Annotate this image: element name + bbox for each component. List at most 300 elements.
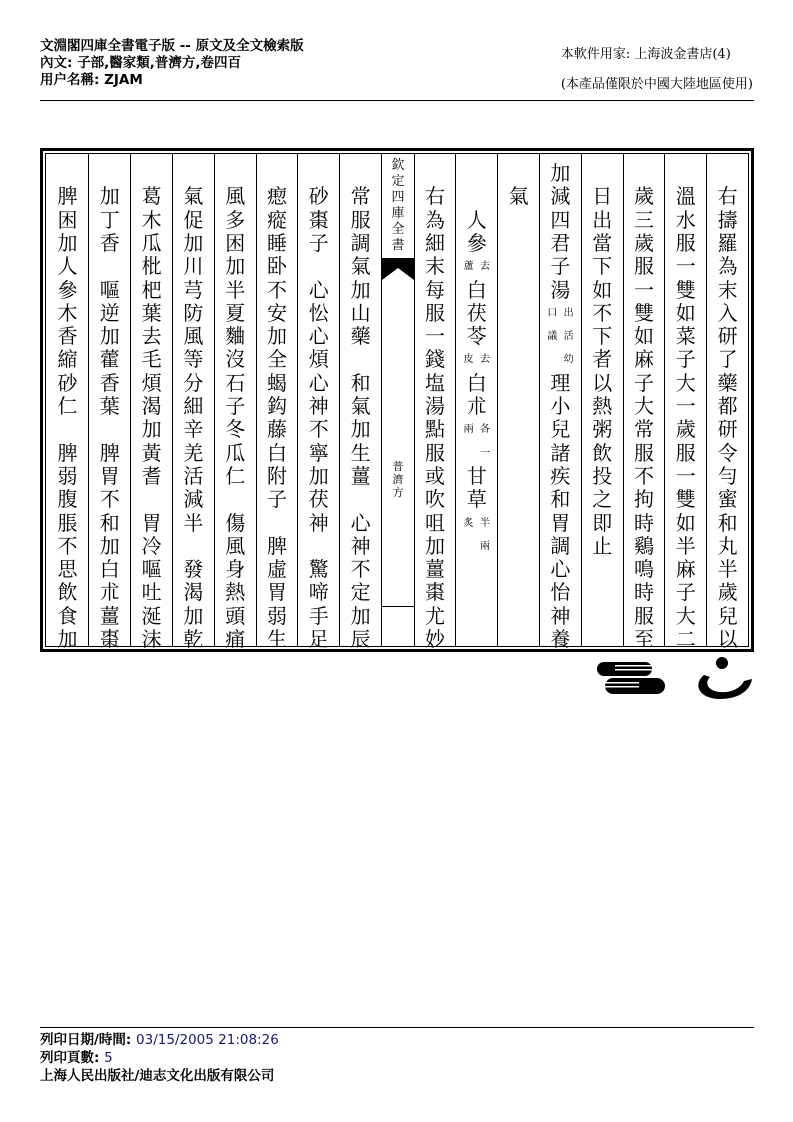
text-char: 加: [183, 603, 204, 628]
text-column-left-1: [339, 154, 381, 651]
text-char: 不: [592, 300, 613, 325]
text-char: 人: [466, 207, 487, 232]
text-char: 加: [350, 277, 371, 302]
print-datetime-label: 列印日期/時間:: [40, 1032, 132, 1048]
text-char: 乾: [183, 627, 204, 651]
text-char: 疾: [550, 463, 571, 488]
text-column-right-7: [455, 154, 497, 646]
text-char: 至: [633, 627, 654, 651]
center-margin-band: [381, 154, 414, 646]
text-char: 歲: [633, 230, 654, 255]
text-char: 子: [550, 254, 571, 279]
text-char: 渴: [141, 394, 162, 418]
text-char: 砂: [57, 370, 78, 395]
annotation-note: [456, 255, 497, 278]
text-char: 令: [717, 440, 738, 465]
note-right: 出: [563, 307, 574, 319]
text-char: 加: [308, 463, 329, 488]
text-char: 弱: [266, 603, 287, 628]
text-column-right-3: [623, 154, 665, 651]
annotation-note: [456, 348, 497, 371]
text-char: 枇: [141, 254, 162, 279]
text-char: 吹: [424, 487, 445, 512]
text-char: 渴: [183, 580, 204, 605]
text-char: 木: [141, 207, 162, 232]
text-char: 加: [424, 533, 445, 558]
text-char: 定: [350, 580, 371, 605]
text-char: 減: [183, 487, 204, 512]
text-char: 參: [466, 230, 487, 255]
note-right: 幼: [563, 354, 574, 366]
text-char: 食: [57, 603, 78, 628]
text-char: 藥: [350, 324, 371, 349]
text-char: 羌: [183, 440, 204, 465]
annotation-note: [456, 512, 497, 535]
text-column-left-2: [297, 154, 339, 651]
text-char: 末: [424, 254, 445, 279]
text-char: 錢: [424, 347, 445, 372]
text-char: 菜: [675, 324, 696, 349]
text-char: 全: [266, 347, 287, 372]
text-char: 風: [225, 184, 246, 209]
text-char: 仁: [225, 463, 246, 488]
text-char: 神: [550, 603, 571, 628]
text-char: 之: [592, 487, 613, 512]
header-info: [40, 38, 304, 89]
text-char: 鳴: [633, 557, 654, 582]
text-column-left-6: [130, 154, 172, 651]
text-char: 加: [350, 417, 371, 442]
print-datetime-value: 03/15/2005 21:08:26: [136, 1032, 279, 1048]
text-char: 腹: [57, 487, 78, 512]
text-char: 白: [466, 277, 487, 302]
text-char: 子: [225, 394, 246, 418]
document-title: 文淵閣四庫全書電子版 -- 原文及全文檢索版: [40, 38, 304, 54]
text-char: 弱: [57, 463, 78, 488]
text-char: 加: [266, 324, 287, 349]
text-char: 生: [266, 627, 287, 651]
text-char: 君: [550, 230, 571, 255]
text-char: 熱: [225, 580, 246, 605]
text-char: 草: [466, 487, 487, 512]
text-char: 服: [675, 230, 696, 255]
text-char: 半: [675, 533, 696, 558]
text-char: 蝎: [266, 370, 287, 395]
text-char: 研: [717, 417, 738, 442]
text-column-left-7: [88, 154, 130, 651]
text-char: 即: [592, 510, 613, 535]
text-char: 歲: [717, 580, 738, 605]
text-char: 加: [99, 324, 120, 349]
text-char: 服: [633, 603, 654, 628]
text-char: 縮: [57, 347, 78, 372]
text-char: 川: [183, 254, 204, 279]
text-char: 四: [550, 207, 571, 232]
text-column-right-1: [706, 154, 748, 651]
license-info: [561, 40, 753, 100]
text-column-right-4: [581, 154, 623, 646]
text-char: 胃: [266, 580, 287, 605]
text-char: 涎: [141, 603, 162, 628]
text-char: 和: [550, 487, 571, 512]
text-char: 一: [675, 254, 696, 279]
text-char: 分: [183, 370, 204, 395]
text-char: 常: [350, 184, 371, 209]
text-char: 水: [675, 207, 696, 232]
text-char: 勻: [717, 463, 738, 488]
text-char: 歲: [675, 417, 696, 442]
text-char: 山: [350, 300, 371, 325]
text-char: 不: [266, 277, 287, 302]
annotation-note: [540, 325, 581, 348]
text-char: 雙: [675, 487, 696, 512]
text-char: 理: [550, 370, 571, 395]
text-char: 辛: [183, 417, 204, 442]
text-char: 半: [717, 557, 738, 582]
text-char: 冷: [141, 533, 162, 558]
text-char: 嘔: [99, 277, 120, 302]
text-char: 麻: [675, 557, 696, 582]
content-value: 子部,醫家類,普濟方,卷四百: [77, 55, 241, 71]
text-char: 一: [675, 394, 696, 418]
text-char: 時: [633, 510, 654, 535]
text-char: 加: [350, 603, 371, 628]
text-char: 嘔: [141, 557, 162, 582]
text-char: 去: [141, 324, 162, 349]
text-area: [45, 153, 749, 651]
page-frame: [40, 148, 754, 652]
text-char: 下: [592, 254, 613, 279]
publisher-logo-swirl-icon: [690, 655, 756, 705]
text-char: 服: [350, 207, 371, 232]
text-char: 煩: [141, 370, 162, 395]
text-char: 困: [57, 207, 78, 232]
text-char: 辰: [350, 627, 371, 651]
text-char: 兒: [550, 417, 571, 442]
text-char: 子: [675, 347, 696, 372]
text-char: 薑: [99, 603, 120, 628]
text-char: 氣: [183, 184, 204, 209]
note-right: 去: [479, 261, 490, 273]
text-char: 點: [424, 417, 445, 442]
text-char: 藿: [99, 347, 120, 372]
text-char: 仁: [57, 394, 78, 418]
text-char: 常: [633, 417, 654, 442]
text-char: 安: [266, 300, 287, 325]
print-pages-label: 列印頁數:: [40, 1050, 100, 1066]
text-char: 胃: [550, 510, 571, 535]
text-char: 如: [675, 300, 696, 325]
fishtail-marker-icon: [382, 258, 414, 284]
text-char: 胃: [99, 463, 120, 488]
text-char: 薑: [350, 463, 371, 488]
text-char: 白: [466, 370, 487, 395]
text-char: 服: [633, 440, 654, 465]
text-char: 湯: [424, 394, 445, 418]
text-char: 心: [308, 370, 329, 395]
text-char: 風: [183, 324, 204, 349]
text-char: 手: [308, 603, 329, 628]
text-column-left-8: [47, 154, 89, 651]
text-char: 痛: [225, 627, 246, 651]
text-char: 大: [675, 370, 696, 395]
text-char: 茯: [466, 300, 487, 325]
text-char: 右: [424, 184, 445, 209]
print-datetime: [40, 1031, 279, 1049]
text-char: 朮: [99, 580, 120, 605]
print-pages-value: 5: [104, 1050, 113, 1066]
text-char: 神: [308, 394, 329, 418]
text-char: 啼: [308, 580, 329, 605]
text-char: 心: [550, 557, 571, 582]
text-char: 藥: [717, 370, 738, 395]
text-char: 和: [350, 370, 371, 395]
text-char: 鈎: [266, 394, 287, 418]
text-column-right-5: [539, 154, 581, 651]
annotation-note: [456, 442, 497, 465]
text-char: 每: [424, 277, 445, 302]
text-char: 多: [225, 207, 246, 232]
text-char: 促: [183, 207, 204, 232]
text-char: 驚: [308, 557, 329, 582]
text-char: 止: [592, 533, 613, 558]
text-char: 砂: [308, 184, 329, 209]
note-left: 炙: [463, 517, 474, 529]
text-char: 忪: [308, 300, 329, 325]
text-char: 和: [99, 510, 120, 535]
text-char: 風: [225, 533, 246, 558]
text-char: 三: [633, 207, 654, 232]
content-label: 內文:: [40, 55, 73, 71]
text-char: 以: [592, 370, 613, 395]
text-char: 杷: [141, 277, 162, 302]
text-char: 棗: [308, 207, 329, 232]
content-path: [40, 55, 304, 72]
text-char: 蜜: [717, 487, 738, 512]
text-char: 下: [592, 324, 613, 349]
text-column-left-4: [214, 154, 256, 651]
text-char: 飲: [592, 440, 613, 465]
text-char: 擣: [717, 207, 738, 232]
text-char: 服: [424, 440, 445, 465]
text-char: 虛: [266, 557, 287, 582]
text-char: 右: [717, 184, 738, 209]
footer-divider: [40, 1027, 754, 1028]
center-subtitle: 普濟方: [392, 460, 404, 499]
text-char: 如: [633, 324, 654, 349]
text-char: 尤: [424, 603, 445, 628]
text-char: 細: [183, 394, 204, 418]
text-char: 養: [550, 627, 571, 651]
text-char: 妙: [424, 627, 445, 651]
text-char: 瘛: [266, 184, 287, 209]
text-char: 薑: [424, 557, 445, 582]
text-char: 氣: [350, 254, 371, 279]
text-char: 棗: [99, 627, 120, 651]
text-char: 脾: [99, 440, 120, 465]
text-char: 加: [183, 230, 204, 255]
text-char: 時: [633, 580, 654, 605]
text-column-right-8: [414, 154, 456, 651]
text-char: 氣: [350, 394, 371, 418]
note-right: 去: [479, 354, 490, 366]
text-char: 不: [350, 557, 371, 582]
text-char: 瓜: [141, 230, 162, 255]
text-char: 或: [424, 463, 445, 488]
print-pages: [40, 1049, 279, 1067]
publisher: 上海人民出版社/迪志文化出版有限公司: [40, 1068, 275, 1084]
text-char: 羅: [717, 230, 738, 255]
text-char: 瓜: [225, 440, 246, 465]
text-char: 附: [266, 463, 287, 488]
text-char: 葉: [141, 300, 162, 325]
text-char: 一: [633, 277, 654, 302]
header-divider: [40, 100, 754, 101]
text-char: 石: [225, 370, 246, 395]
text-char: 飲: [57, 580, 78, 605]
text-char: 茯: [308, 487, 329, 512]
text-char: 當: [592, 230, 613, 255]
text-char: 雙: [675, 277, 696, 302]
text-char: 脾: [57, 184, 78, 209]
text-char: 麻: [633, 347, 654, 372]
text-char: 耆: [141, 463, 162, 488]
text-char: 諸: [550, 440, 571, 465]
annotation-note: [456, 535, 497, 558]
text-char: 都: [717, 394, 738, 418]
note-right: 兩: [479, 540, 490, 552]
annotation-note: [456, 418, 497, 441]
text-char: 香: [99, 230, 120, 255]
text-char: 入: [717, 300, 738, 325]
note-left: 議: [547, 331, 558, 343]
text-char: 脹: [57, 510, 78, 535]
text-char: 夏: [225, 300, 246, 325]
note-right: 各: [479, 424, 490, 436]
text-char: 沒: [225, 347, 246, 372]
text-char: 冬: [225, 417, 246, 442]
text-char: 不: [99, 487, 120, 512]
text-char: 加: [99, 533, 120, 558]
user-value: ZJAM: [104, 72, 143, 88]
text-char: 出: [592, 207, 613, 232]
text-char: 生: [350, 440, 371, 465]
text-char: 溫: [675, 184, 696, 209]
text-char: 葛: [141, 184, 162, 209]
text-char: 兒: [717, 603, 738, 628]
text-char: 和: [717, 510, 738, 535]
text-char: 加: [225, 254, 246, 279]
text-char: 丁: [99, 207, 120, 232]
text-char: 沫: [141, 627, 162, 651]
text-char: 逆: [99, 300, 120, 325]
text-char: 參: [57, 277, 78, 302]
note-right: 半: [479, 517, 490, 529]
text-char: 傷: [225, 510, 246, 535]
text-char: 如: [675, 510, 696, 535]
text-char: 投: [592, 463, 613, 488]
text-char: 葉: [99, 394, 120, 418]
text-char: 黃: [141, 440, 162, 465]
note-right: 活: [563, 331, 574, 343]
text-char: 如: [592, 277, 613, 302]
text-char: 困: [225, 230, 246, 255]
text-char: 藤: [266, 417, 287, 442]
text-char: 減: [550, 184, 571, 209]
note-left: 皮: [463, 354, 474, 366]
text-char: 湯: [550, 277, 571, 302]
user-name: [40, 72, 304, 89]
note-right: 一: [479, 447, 490, 459]
text-char: 不: [633, 463, 654, 488]
text-char: 發: [183, 557, 204, 582]
text-char: 丸: [717, 533, 738, 558]
text-char: 研: [717, 324, 738, 349]
note-left: 口: [547, 307, 558, 319]
text-column-right-6: [497, 154, 539, 646]
text-char: 拘: [633, 487, 654, 512]
text-char: 調: [350, 230, 371, 255]
text-char: 麯: [225, 324, 246, 349]
text-char: 一: [675, 463, 696, 488]
text-char: 調: [550, 533, 571, 558]
text-char: 半: [225, 277, 246, 302]
text-char: 粥: [592, 417, 613, 442]
text-char: 脾: [57, 440, 78, 465]
text-char: 末: [717, 277, 738, 302]
text-char: 香: [57, 324, 78, 349]
text-char: 脾: [266, 533, 287, 558]
text-char: 鷄: [633, 533, 654, 558]
text-char: 煩: [308, 347, 329, 372]
text-char: 加: [57, 627, 78, 651]
user-label: 用户名稱:: [40, 72, 100, 88]
text-char: 加: [99, 184, 120, 209]
text-char: 身: [225, 557, 246, 582]
text-char: 大: [675, 603, 696, 628]
text-char: 氣: [508, 184, 529, 209]
text-char: 心: [308, 277, 329, 302]
text-char: 芎: [183, 277, 204, 302]
text-char: 子: [633, 370, 654, 395]
text-char: 睡: [266, 230, 287, 255]
text-char: 雙: [633, 300, 654, 325]
text-char: 以: [717, 627, 738, 651]
text-char: 毛: [141, 347, 162, 372]
text-char: 加: [550, 161, 571, 185]
text-char: 棗: [424, 580, 445, 605]
text-char: 人: [57, 254, 78, 279]
text-char: 木: [57, 300, 78, 325]
text-char: 半: [183, 510, 204, 535]
text-char: 服: [633, 254, 654, 279]
text-char: 塩: [424, 370, 445, 395]
text-char: 為: [424, 207, 445, 232]
text-char: 吐: [141, 580, 162, 605]
footer-info: [40, 1031, 279, 1085]
text-char: 香: [99, 370, 120, 395]
text-char: 日: [592, 184, 613, 209]
text-char: 活: [183, 463, 204, 488]
annotation-note: [540, 348, 581, 371]
text-char: 甘: [466, 463, 487, 488]
text-char: 者: [592, 347, 613, 372]
text-char: 防: [183, 300, 204, 325]
text-char: 心: [308, 324, 329, 349]
text-column-left-3: [256, 154, 298, 651]
text-char: 足: [308, 627, 329, 651]
text-char: 熱: [592, 394, 613, 418]
